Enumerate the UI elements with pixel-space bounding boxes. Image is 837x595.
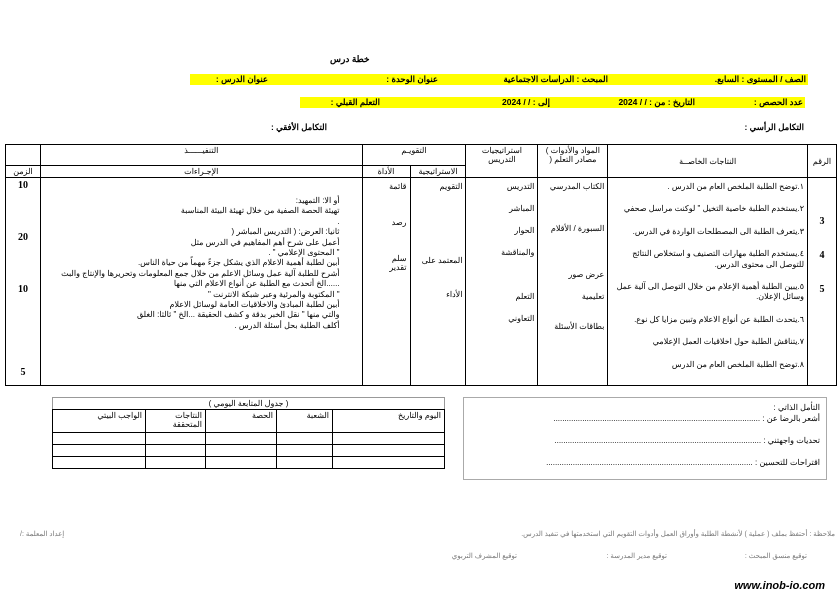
procedure-line: أشرح للطلبة آلية عمل وسائل الاعلم من خلال جمع المعلومات وتحريرها والإنتاج والبث [61, 268, 340, 278]
strategy-item: التعاوني [508, 314, 535, 323]
materials-cell [538, 178, 608, 386]
challenges-label: تحديات واجهتني : [763, 436, 820, 445]
prior-learning-label: التعلم القبلي : [330, 97, 380, 107]
material-item: عرض صور [568, 270, 605, 279]
header-row-1 [190, 74, 808, 85]
col-achieved-outcomes: النتاجات المتحققة [146, 410, 206, 433]
header-row-3 [0, 122, 837, 134]
outcome-item: ٣.يتعرف الطلبة الى المصطلحات الواردة في الدرس. [632, 226, 805, 236]
follow-up-cell[interactable] [146, 433, 206, 445]
procedure-line: . [337, 216, 340, 226]
eval-tool-item: قائمة [389, 182, 407, 191]
procedure-line: أبين لطلبة أهمية الاعلام الذي يشكل جزءً مهماً من حياة الناس. [137, 258, 340, 268]
follow-up-cell[interactable] [333, 457, 445, 469]
follow-up-cell[interactable] [53, 457, 146, 469]
header-time: الزمن [6, 166, 41, 178]
follow-up-cell[interactable] [206, 433, 277, 445]
prepared-by: إعداد المعلمة :/ [20, 531, 65, 538]
satisfied-label: أشعر بالرضا عن : [762, 414, 820, 423]
outcome-item: ٨.توضح الطلبة الملخص العام من الدرس [671, 359, 805, 369]
follow-up-cell[interactable] [333, 433, 445, 445]
material-item: الكتاب المدرسي [549, 182, 605, 191]
supervisor-signature: توقيع المشرف التربوي [451, 553, 517, 560]
material-item: بطاقات الأسئلة [554, 322, 605, 331]
procedure-line: والتي منها " نقل الخبر بدقة و كشف الحقيقة ...الخ " ثالثا: الغلق [137, 310, 340, 320]
outcome-item: ٤.يستخدم الطلبة مهارات التصنيف و استخلاص النتائج للتوصل الى محتوى الدرس. [632, 249, 805, 269]
header-eval-tool: الأداة [362, 166, 410, 178]
procedure-line: " المحتوى الإعلامي " . [268, 248, 340, 258]
row-number: 5 [819, 284, 825, 295]
follow-up-cell[interactable] [146, 445, 206, 457]
time-value: 20 [18, 232, 29, 243]
header-execution: التنفيــــــذ [41, 145, 362, 166]
strategy-item: المباشر [509, 204, 535, 213]
col-day-date: اليوم والتاريخ [333, 410, 445, 433]
eval-strategy-item: المعتمد على [421, 256, 463, 265]
col-period: الحصة [206, 410, 277, 433]
follow-up-cell[interactable] [277, 457, 333, 469]
header-num: الرقم [808, 145, 837, 178]
time-value: 5 [20, 367, 26, 378]
self-reflection-box [463, 397, 827, 480]
eval-strategy-item: التقويم [439, 182, 463, 191]
follow-up-cell[interactable] [206, 445, 277, 457]
horizontal-integration-label: التكامل الأفقي : [270, 122, 327, 132]
follow-up-cell[interactable] [333, 445, 445, 457]
eval-tool-item: رصد [391, 218, 407, 227]
lesson-title-label: عنوان الدرس : [215, 74, 268, 84]
follow-up-cell[interactable] [146, 457, 206, 469]
reflection-title: التأمل الذاتي : [773, 403, 820, 412]
subject-label: المبحث : الدراسات الاجتماعية [503, 74, 608, 84]
header-materials: المواد والأدوات ) مصادر التعلم ( [538, 145, 608, 178]
vertical-integration-label: التكامل الرأسي : [744, 122, 804, 132]
procedures-cell [41, 178, 362, 386]
row-number: 3 [819, 216, 825, 227]
procedure-line: أعمل على شرح أهم المفاهيم في الدرس مثل [190, 237, 340, 247]
suggestions-label: اقتراحات للتحسين : [755, 458, 820, 467]
footer-note: ملاحظة : أحتفظ بملف ( عملية ) لأنشطة الطلبة وأوراق العمل وأدوات التقويم التي استخدمتها في تنفيذ الدرس. [521, 531, 835, 538]
principal-signature: توقيع مدير المدرسة : [606, 553, 667, 560]
dotted-line[interactable]: ............................................................................................. [546, 458, 753, 467]
date-from: التاريخ : من : / / 2024 [618, 97, 695, 107]
follow-up-cell[interactable] [277, 445, 333, 457]
coordinator-signature: توقيع منسق المبحث : [744, 553, 807, 560]
header-outcomes: النتاجات الخاصــة [608, 145, 808, 178]
procedure-line: تهيئة الحصة الصفية من خلال تهيئة البيئة المناسبة [180, 206, 340, 216]
outcome-item: ٧.يتناقش الطلبة حول اخلاقيات العمل الإعلامي [652, 337, 805, 347]
time-value: 10 [18, 284, 29, 295]
follow-up-cell[interactable] [53, 445, 146, 457]
follow-up-cell[interactable] [53, 433, 146, 445]
row-number: 4 [819, 250, 825, 261]
procedure-line: ثانيا: العرض: ( التدريس المباشر ( [231, 227, 340, 237]
date-to: إلى : / / 2024 [502, 97, 550, 107]
follow-up-cell[interactable] [206, 457, 277, 469]
outcome-item: ٥.يبين الطلبة أهمية الإعلام من خلال التوصل الى آلية عمل وسائل الإعلان. [616, 281, 805, 302]
strategy-item: التعلم [515, 292, 535, 301]
strategy-item: التدريس [506, 182, 535, 191]
header-eval-strategy: الاستراتيجية [410, 166, 466, 178]
col-homework: الواجب البيتي [53, 410, 146, 433]
time-value: 10 [18, 180, 29, 191]
outcomes-cell [608, 178, 808, 386]
outcome-item: ٦.يتحدث الطلبة عن أنواع الاعلام وتبين مزايا كل نوع. [634, 314, 805, 324]
header-row-2 [300, 97, 805, 108]
website-link[interactable]: www.inob-io.com [734, 580, 825, 592]
eval-tool-item: سلم تقدير [389, 254, 407, 272]
procedure-line: أبين لطلبة المبادئ والاخلاقيات العامة لوسائل الاعلام [169, 300, 340, 310]
strategy-item: والمناقشة [501, 248, 535, 257]
header-procedures: الإجـراءات [41, 166, 362, 178]
strategies-cell [466, 178, 538, 386]
material-item: تعليمية [581, 292, 605, 301]
outcome-item: ١.توضح الطلبة الملخص العام من الدرس . [667, 182, 805, 191]
eval-strategy-cell [410, 178, 466, 386]
outcome-item: ٢.يستخدم الطلبة خاصية التخيل " لوكنت مراسل صحفي [623, 204, 805, 214]
dotted-line[interactable]: ............................................................................................. [554, 436, 762, 445]
daily-follow-up-table [52, 397, 445, 469]
time-cell [6, 178, 41, 386]
follow-up-caption: ( جدول المتابعة اليومي ) [208, 399, 289, 408]
strategy-item: الحوار [514, 226, 535, 235]
material-item: السبورة / الأقلام [550, 224, 605, 233]
page-title: خطة درس [330, 54, 370, 64]
procedure-line: " المكتوبة والمرئية وعبر شبكة الانترنت " [208, 289, 340, 299]
procedure-line: أو الا: التمهيد: [295, 196, 340, 205]
periods-label: عدد الحصص : [753, 97, 803, 107]
follow-up-cell[interactable] [277, 433, 333, 445]
header-strategies: استراتيجيات التدريس [466, 145, 538, 178]
unit-title-label: عنوان الوحدة : [386, 74, 438, 84]
eval-tool-cell [362, 178, 410, 386]
numbers-cell [808, 178, 837, 386]
header-empty [6, 145, 41, 166]
eval-strategy-item: الأداء [446, 290, 463, 299]
procedure-line: أكلف الطلبة بحل أسئلة الدرس . [234, 320, 340, 330]
col-section: الشعبة [277, 410, 333, 433]
procedure-line: ......الخ أتحدث مع الطلبة عن أنواع الاعلام التي منها [173, 279, 340, 289]
dotted-line[interactable]: ............................................................................................. [553, 414, 761, 423]
header-evaluation: التقويـم [362, 145, 466, 166]
grade-label: الصف / المستوى : السابع. [714, 74, 806, 84]
lesson-plan-table [5, 144, 837, 386]
